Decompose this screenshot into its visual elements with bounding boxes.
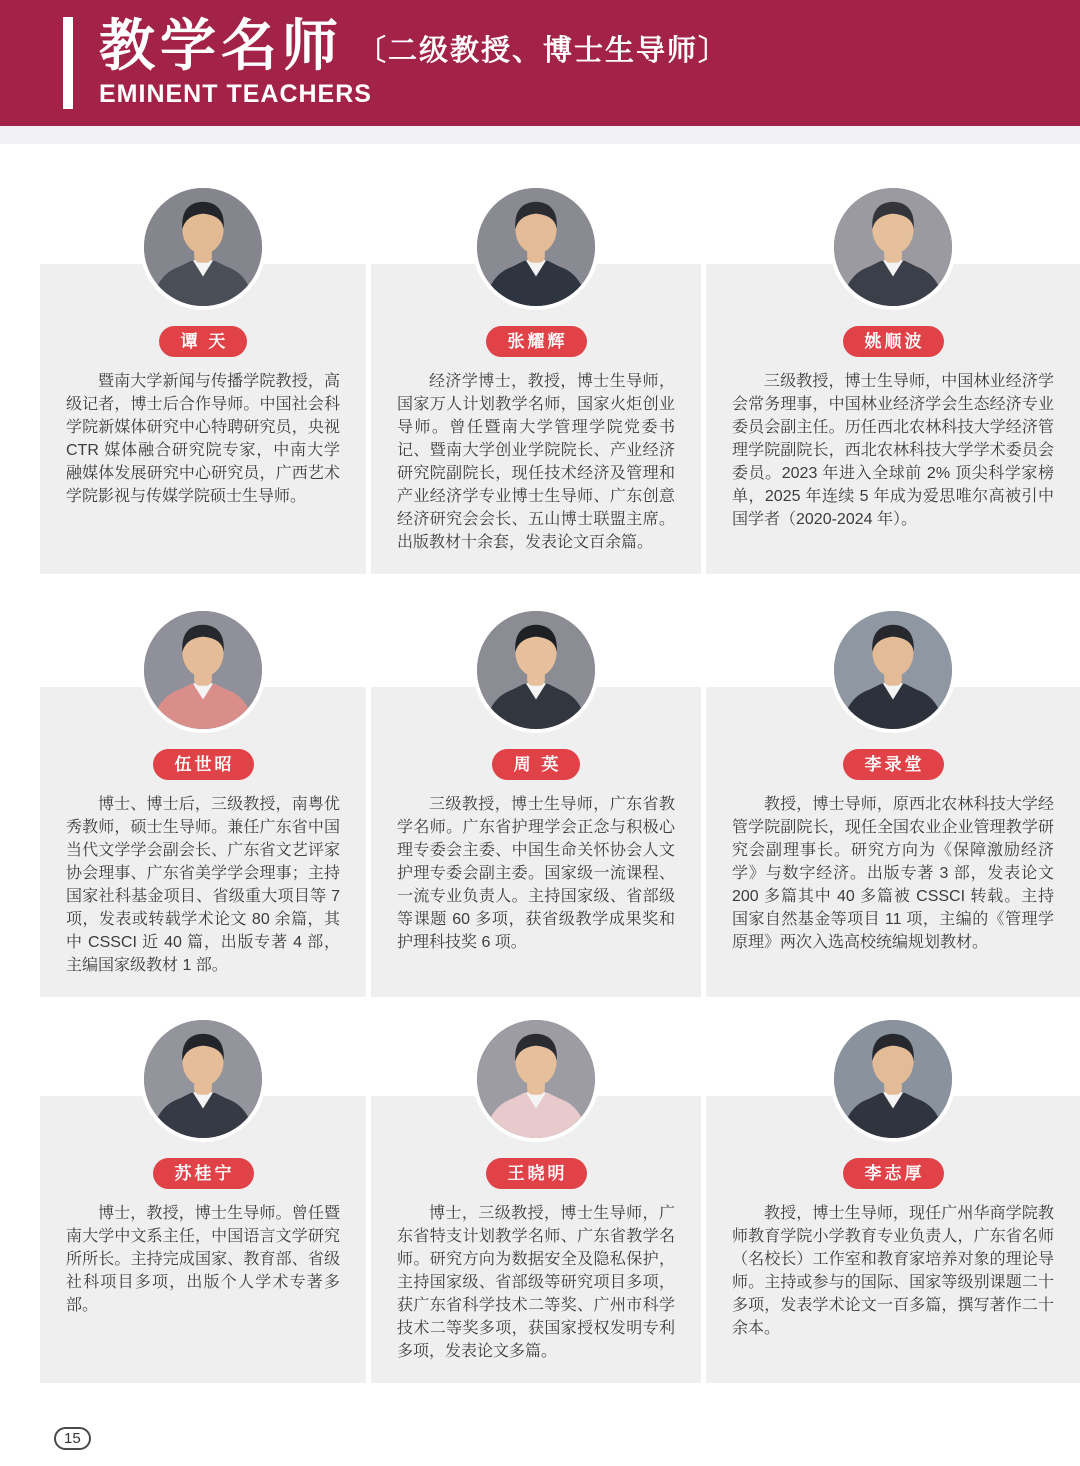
portrait-avatar-icon xyxy=(144,1020,262,1138)
page-number-value: 15 xyxy=(64,1430,81,1447)
teacher-profile xyxy=(706,607,1080,997)
profiles-row-2 xyxy=(40,607,1080,997)
teacher-bio: 博士，三级教授，博士生导师，广东省特支计划教学名师、广东省教学名师。研究方向为数据安全及隐私保护，主持国家级、省部级等研究项目多项，获广东省科学技术二等奖、广州市科学技术二等奖多项，获国家授权发明专利多项，发表论文多篇。 xyxy=(397,1205,675,1360)
teacher-name-badge: 姚顺波 xyxy=(843,326,944,357)
teacher-name-badge: 张耀辉 xyxy=(486,326,587,357)
teacher-card xyxy=(706,687,1080,997)
page-header-banner xyxy=(0,0,1080,126)
page-title: 教学名师 xyxy=(99,14,343,77)
teacher-portrait-photo xyxy=(473,607,599,733)
profiles-row-1 xyxy=(40,184,1080,574)
teacher-profile xyxy=(706,1016,1080,1383)
teacher-profile xyxy=(40,607,366,997)
teacher-bio: 教授，博士导师，原西北农林科技大学经管学院副院长，现任全国农业企业管理教学研究会副理事长。研究方向为《保障激励经济学》与数字经济。出版专著 3 部，发表论文 200 多篇其中 40 多篇被 CSSCI 转载。主持国家自然基金等项目 11 项，主编的《管理学原理》两次入选高校统编规划教材。 xyxy=(732,796,1054,951)
portrait-avatar-icon xyxy=(477,1020,595,1138)
teacher-profile xyxy=(371,184,701,574)
teacher-bio: 暨南大学新闻与传播学院教授，高级记者，博士后合作导师。中国社会科学院新媒体研究中心特聘研究员，央视 CTR 媒体融合研究院专家，中南大学融媒体发展研究中心研究员，广西艺术学院影视与传媒学院硕士生导师。 xyxy=(66,373,340,505)
page-title-english: EMINENT TEACHERS xyxy=(99,80,372,108)
teacher-profile xyxy=(371,1016,701,1383)
teacher-name-badge: 李志厚 xyxy=(843,1158,944,1189)
teacher-bio: 博士、博士后，三级教授，南粤优秀教师，硕士生导师。兼任广东省中国当代文学学会副会长、广东省文艺评家协会理事、广东省美学学会理事；主持国家社科基金项目、省级重大项目等 7 项，发表或转载学术论文 80 余篇，其中 CSSCI 近 40 篇，出版专著 4 部，主编国家级教材 1 部。 xyxy=(66,796,340,974)
portrait-avatar-icon xyxy=(834,188,952,306)
teacher-name-badge: 伍世昭 xyxy=(153,749,254,780)
teacher-bio: 三级教授，博士生导师，广东省教学名师。广东省护理学会正念与积极心理专委会主委、中国生命关怀协会人文护理专委会副主委。国家级一流课程、一流专业负责人。主持国家级、省部级等课题 60 多项，获省级教学成果奖和护理科技奖 6 项。 xyxy=(397,796,675,951)
teacher-bio: 经济学博士，教授，博士生导师，国家万人计划教学名师，国家火炬创业导师。曾任暨南大学管理学院党委书记、暨南大学创业学院院长、产业经济研究院副院长，现任技术经济及管理和产业经济学专业博士生导师、广东创意经济研究会会长、五山博士联盟主席。出版教材十余套，发表论文百余篇。 xyxy=(397,373,675,551)
portrait-avatar-icon xyxy=(144,611,262,729)
teacher-bio: 教授，博士生导师，现任广州华商学院教师教育学院小学教育专业负责人，广东省名师（名校长）工作室和教育家培养对象的理论导师。主持或参与的国际、国家等级别课题二十多项，发表学术论文一百多篇，撰写著作二十余本。 xyxy=(732,1205,1054,1337)
teacher-card xyxy=(371,264,701,574)
teacher-name-badge: 王晓明 xyxy=(486,1158,587,1189)
teacher-portrait-photo xyxy=(140,607,266,733)
teacher-profile xyxy=(371,607,701,997)
teacher-portrait-photo xyxy=(830,1016,956,1142)
teacher-portrait-photo xyxy=(473,1016,599,1142)
portrait-avatar-icon xyxy=(834,611,952,729)
teacher-name-badge: 李录堂 xyxy=(843,749,944,780)
page-subtitle: 〔二级教授、博士生导师〕 xyxy=(357,34,730,67)
teacher-profiles-grid xyxy=(40,184,1080,1383)
teacher-card xyxy=(706,264,1080,574)
teacher-bio: 博士，教授，博士生导师。曾任暨南大学中文系主任，中国语言文学研究所所长。主持完成国家、教育部、省级社科项目多项，出版个人学术专著多部。 xyxy=(66,1205,340,1314)
teacher-name-badge: 苏桂宁 xyxy=(153,1158,254,1189)
teacher-card xyxy=(371,687,701,997)
teacher-bio: 三级教授，博士生导师，中国林业经济学会常务理事，中国林业经济学会生态经济专业委员会副主任。历任西北农林科技大学经济管理学院副院长，西北农林科技大学学术委员会委员。2023 年进入全球前 2% 顶尖科学家榜单，2025 年连续 5 年成为爱思唯尔高被引中国学者（2020-2024 年）。 xyxy=(732,373,1054,528)
header-divider-band xyxy=(0,126,1080,144)
teacher-portrait-photo xyxy=(473,184,599,310)
teacher-profile xyxy=(40,184,366,574)
profiles-row-3 xyxy=(40,1016,1080,1383)
teacher-card xyxy=(40,687,366,997)
teacher-name-badge: 谭 天 xyxy=(159,326,248,357)
teacher-portrait-photo xyxy=(830,184,956,310)
teacher-portrait-photo xyxy=(140,1016,266,1142)
teacher-name-badge: 周 英 xyxy=(492,749,581,780)
teacher-portrait-photo xyxy=(140,184,266,310)
portrait-avatar-icon xyxy=(144,188,262,306)
portrait-avatar-icon xyxy=(477,611,595,729)
header-accent-bar xyxy=(63,17,73,109)
teacher-profile xyxy=(40,1016,366,1383)
teacher-card xyxy=(40,264,366,574)
portrait-avatar-icon xyxy=(477,188,595,306)
teacher-profile xyxy=(706,184,1080,574)
portrait-avatar-icon xyxy=(834,1020,952,1138)
page-number xyxy=(54,1427,91,1450)
teacher-portrait-photo xyxy=(830,607,956,733)
